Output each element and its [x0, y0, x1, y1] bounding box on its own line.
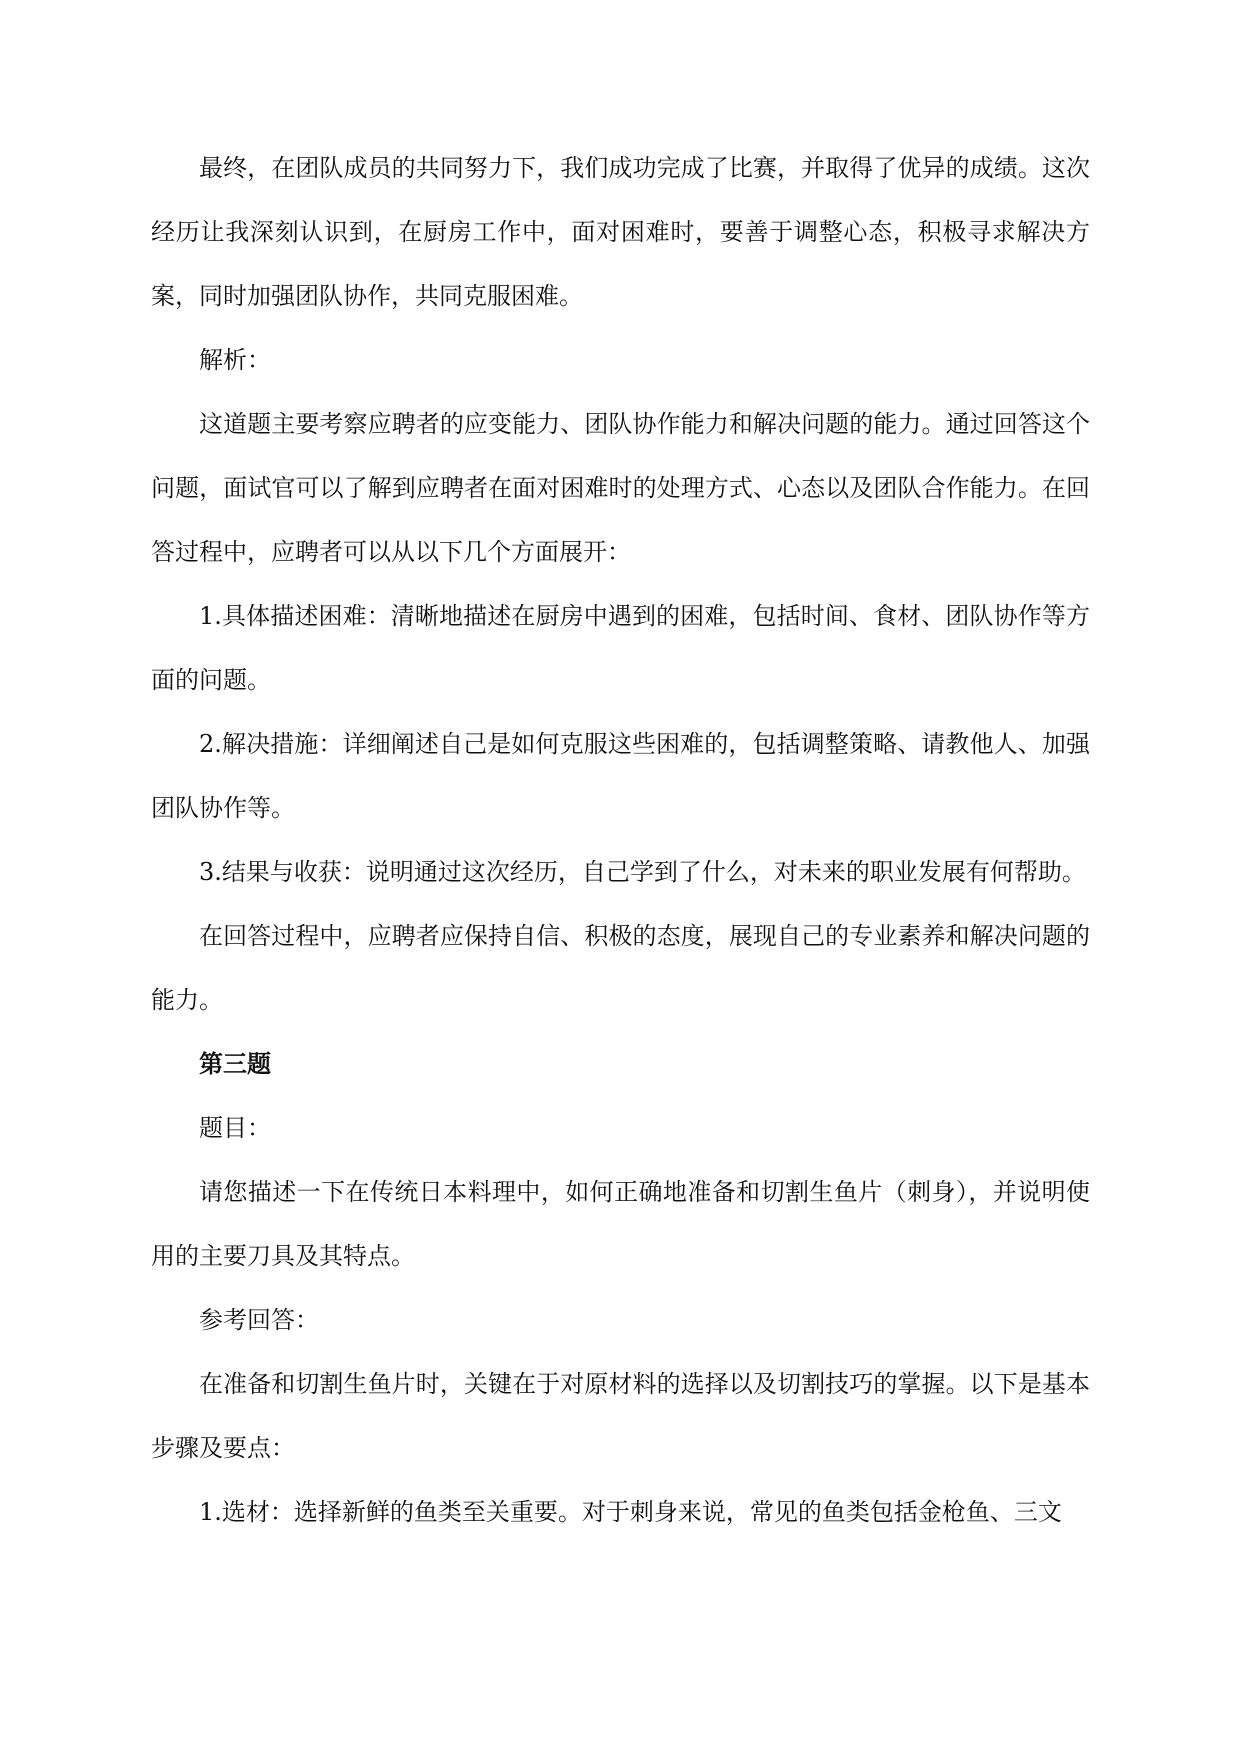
list-item-selection: 1.选材：选择新鲜的鱼类至关重要。对于刺身来说，常见的鱼类包括金枪鱼、三文: [199, 1498, 1062, 1526]
label-question: 题目：: [199, 1114, 271, 1142]
paragraph-advice: 在回答过程中，应聘者应保持自信、积极的态度，展现自己的专业素养和解决问题的能力。: [151, 922, 1090, 1014]
list-item-difficulty: 1.具体描述困难：清晰地描述在厨房中遇到的困难，包括时间、食材、团队协作等方面的问题。: [151, 602, 1090, 694]
list-item-results: 3.结果与收获：说明通过这次经历，自己学到了什么，对未来的职业发展有何帮助。: [199, 858, 1086, 886]
paragraph-question: 请您描述一下在传统日本料理中，如何正确地准备和切割生鱼片（刺身），并说明使用的主要刀具及其特点。: [151, 1178, 1090, 1270]
section-heading: 第三题: [199, 1050, 271, 1078]
list-item-measures: 2.解决措施：详细阐述自己是如何克服这些困难的，包括调整策略、请教他人、加强团队协作等。: [151, 730, 1090, 822]
document-page: [151, 136, 1090, 1544]
paragraph-answer-intro: 在准备和切割生鱼片时，关键在于对原材料的选择以及切割技巧的掌握。以下是基本步骤及要点：: [151, 1370, 1090, 1462]
paragraph-conclusion: 最终，在团队成员的共同努力下，我们成功完成了比赛，并取得了优异的成绩。这次经历让我深刻认识到，在厨房工作中，面对困难时，要善于调整心态，积极寻求解决方案，同时加强团队协作，共同克服困难。: [151, 154, 1090, 310]
paragraph-analysis: 这道题主要考察应聘者的应变能力、团队协作能力和解决问题的能力。通过回答这个问题，面试官可以了解到应聘者在面对困难时的处理方式、心态以及团队合作能力。在回答过程中，应聘者可以从以下几个方面展开：: [151, 410, 1090, 566]
label-analysis: 解析：: [199, 346, 271, 374]
label-reference-answer: 参考回答：: [199, 1306, 319, 1334]
